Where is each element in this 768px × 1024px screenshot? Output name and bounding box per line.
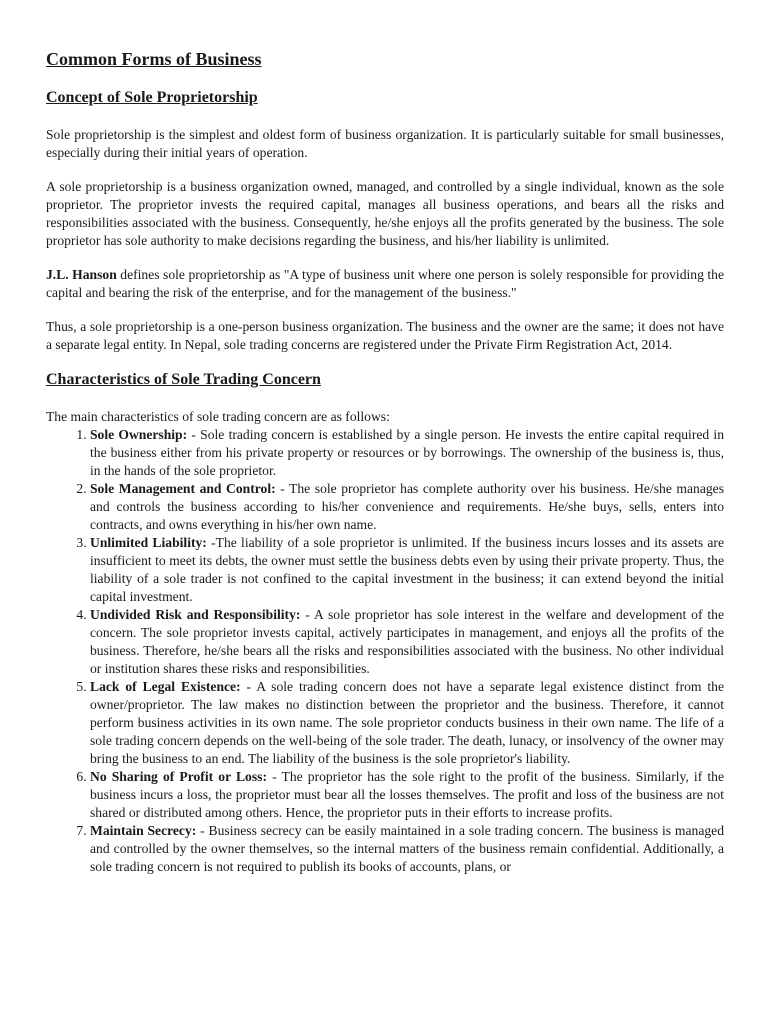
item-text: - Business secrecy can be easily maintained in a sole trading concern. The business is managed and controlled by the owner themselves, so the internal matters of the business remain confidential. Additionally, a sole trading concern is not required to publish its books of accounts, plans, or (90, 823, 724, 874)
paragraph-conclusion: Thus, a sole proprietorship is a one-person business organization. The business and the owner are the same; it does not have a separate legal entity. In Nepal, sole trading concerns are registered under the Private Firm Registration Act, 2014. (46, 319, 724, 352)
paragraph-hanson-definition (46, 266, 724, 302)
item-text: -The liability of a sole proprietor is unlimited. If the business incurs losses and its assets are insufficient to meet its debts, the owner must settle the business debts even by using their private property. Thus, the liability of a sole trader is not confined to the capital investment in the business; it can extend beyond the initial capital investment. (90, 535, 724, 604)
item-term: Sole Management and Control: (90, 481, 276, 496)
item-term: Unlimited Liability: (90, 535, 207, 550)
list-item (90, 606, 724, 678)
item-text: - The proprietor has the sole right to the profit of the business. Similarly, if the business incurs a loss, the proprietor must bear all the losses themselves. The profit and loss of the business are not shared or distributed among others. Hence, the proprietor puts in their efforts to increase profits. (90, 769, 724, 820)
list-item (90, 480, 724, 534)
list-item (90, 822, 724, 876)
item-term: Lack of Legal Existence: (90, 679, 241, 694)
item-text: - A sole trading concern does not have a separate legal existence distinct from the owner/proprietor. The law makes no distinction between the proprietor and the business. Therefore, it cannot perform business activities in its own name. The sole proprietor conducts business in their own name. The life of a sole trading concern depends on the well-being of the sole trader. The death, lunacy, or insolvency of the owner may bring the business to an end. The liability of the business is the sole proprietor's liability. (90, 679, 725, 766)
characteristics-list (46, 426, 724, 876)
item-text: - Sole trading concern is established by a single person. He invests the entire capital required in the business either from his private property or resources or by borrowings. The ownership of the business is, thus, in the hands of the sole proprietor. (90, 427, 724, 478)
author-name: J.L. Hanson (46, 267, 117, 282)
section-heading-concept: Concept of Sole Proprietorship (46, 89, 258, 106)
item-term: No Sharing of Profit or Loss: (90, 769, 267, 784)
item-term: Undivided Risk and Responsibility: (90, 607, 301, 622)
document-page (46, 48, 724, 876)
list-item (90, 426, 724, 480)
paragraph-definition: A sole proprietorship is a business organization owned, managed, and controlled by a single individual, known as the sole proprietor. The proprietor invests the required capital, manages all business operations, and bears all the risks and responsibilities associated with the business. Consequently, he/she enjoys all the profits generated by the business. The sole proprietor has sole authority to make decisions regarding the business, and his/her liability is unlimited. (46, 179, 724, 248)
list-item (90, 768, 724, 822)
list-item (90, 678, 724, 768)
item-text: - A sole proprietor has sole interest in the welfare and development of the concern. The sole proprietor invests capital, actively participates in management, and enjoys all the profits of the business. Therefore, he/she bears all the risks and responsibilities associated with the business. No other individual or institution shares these risks and responsibilities. (90, 607, 724, 676)
item-term: Sole Ownership: (90, 427, 188, 442)
hanson-quote: defines sole proprietorship as "A type of business unit where one person is solely responsible for providing the capital and bearing the risk of the enterprise, and for the management of the business." (46, 267, 725, 300)
paragraph-intro: Sole proprietorship is the simplest and oldest form of business organization. It is particularly suitable for small businesses, especially during their initial years of operation. (46, 127, 724, 160)
list-intro: The main characteristics of sole trading concern are as follows: (46, 409, 390, 424)
document-title: Common Forms of Business (46, 49, 262, 69)
item-text: - The sole proprietor has complete authority over his business. He/she manages and controls the business according to his/her convenience and requirements. He/she buys, sells, enters into contracts, and owns everything in his/her own name. (90, 481, 724, 532)
section-heading-characteristics: Characteristics of Sole Trading Concern (46, 371, 321, 388)
list-item (90, 534, 724, 606)
item-term: Maintain Secrecy: (90, 823, 197, 838)
